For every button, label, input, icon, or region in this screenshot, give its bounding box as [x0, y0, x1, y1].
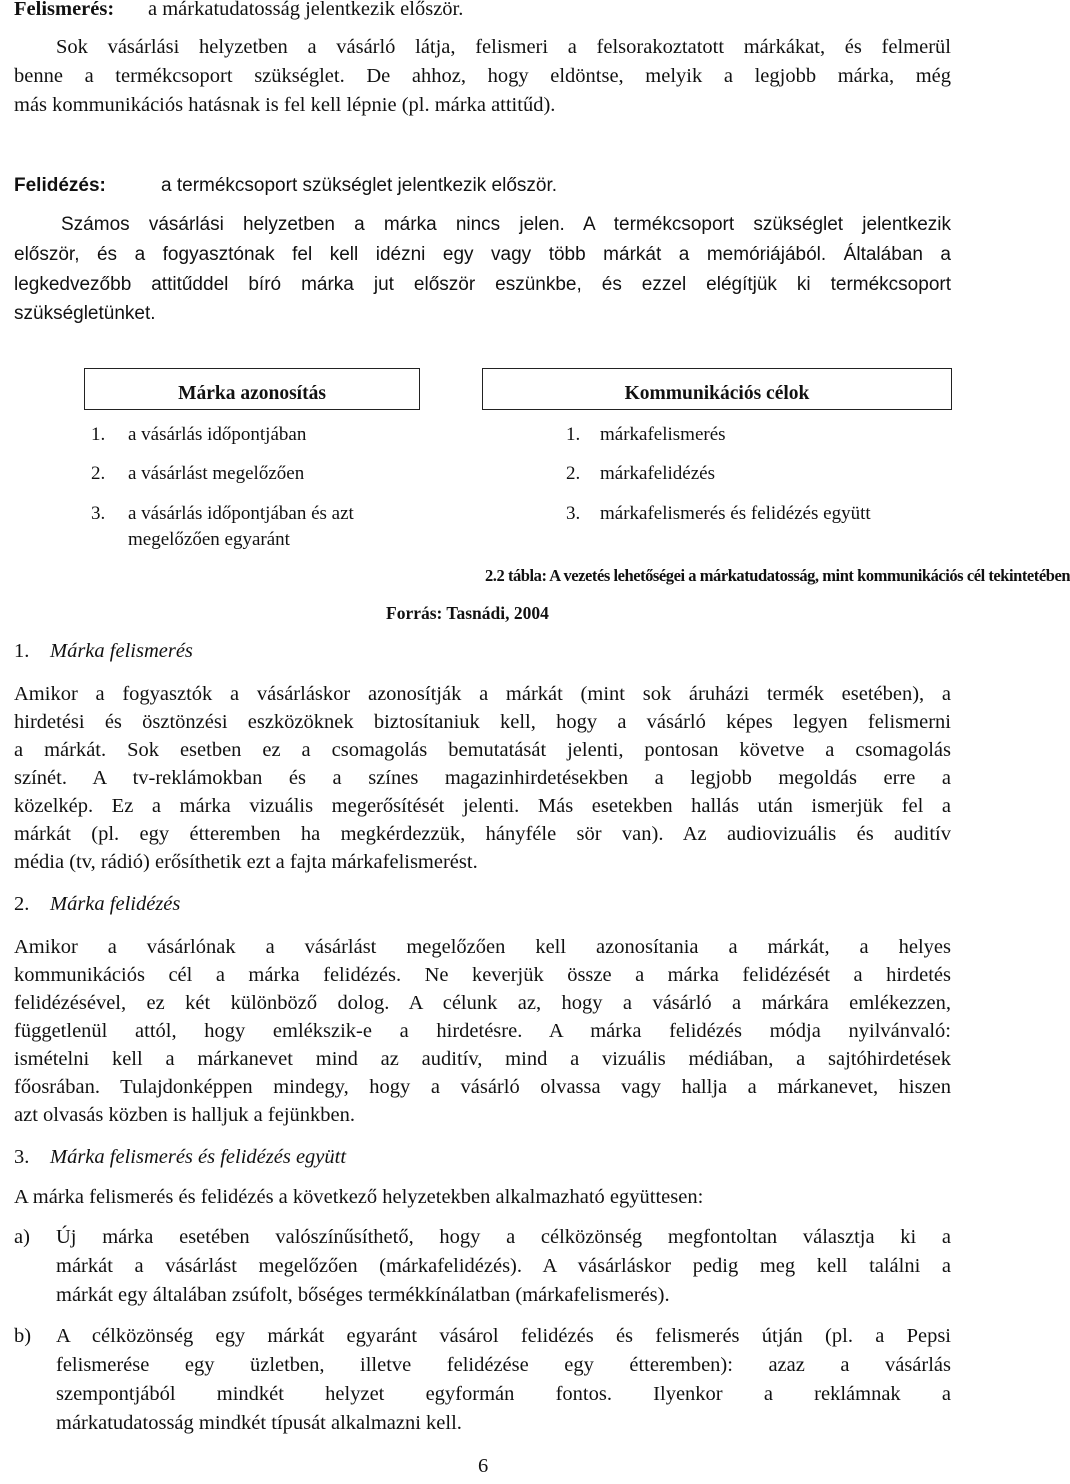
felidezes-definition: a termékcsoport szükséglet jelentkezik először.: [161, 175, 558, 196]
section-2-line-1: Amikor a vásárlónak a vásárlást megelőzően kell azonosítania a márkát, a helyes: [14, 936, 951, 958]
table-right-item-1: márkafelismerés: [600, 424, 726, 445]
page-number: 6: [478, 1455, 489, 1477]
felidezes-line-3: legkedvezőbb attitűddel bíró márka jut először eszünkbe, és ezzel elégítjük ki termékcsoport: [14, 274, 951, 295]
section-2-line-4: függetlenül attól, hogy emlékszik-e a hirdetésre. A márka felidézés módja nyilvánvaló:: [14, 1020, 951, 1042]
list-item-b-line-1: A célközönség egy márkát egyaránt vásárol felidézés és felismerés útján (pl. a Pepsi: [56, 1325, 951, 1347]
list-item-b-line-3: szempontjából mindkét helyzet egyformán fontos. Ilyenkor a reklámnak a: [56, 1383, 951, 1405]
section-1-line-7: média (tv, rádió) erősíthetik ezt a fajta márkafelismerést.: [14, 851, 478, 873]
table-caption: 2.2 tábla: A vezetés lehetőségei a márkatudatosság, mint kommunikációs cél tekintetében: [485, 566, 1070, 585]
felidezes-line-4: szükségletünket.: [14, 303, 156, 324]
table-left-num-1: 1.: [91, 424, 106, 445]
section-1-num: 1.: [14, 640, 30, 662]
section-2-line-6: főosrában. Tulajdonképpen mindegy, hogy a vásárló olvassa vagy hallja a márkanevet, hiszen: [14, 1076, 951, 1098]
section-2-line-3: felidézésével, ez két különböző dolog. A célunk az, hogy a vásárló a márkára emlékezzen,: [14, 992, 951, 1014]
section-3-title: Márka felismerés és felidézés együtt: [50, 1146, 347, 1168]
felidezes-term: Felidézés:: [14, 175, 106, 196]
section-1-line-6: márkát (pl. egy étteremben ha megkérdezzük, hányféle sör van). Az audiovizuális és auditív: [14, 823, 951, 845]
table-header-left: Márka azonosítás: [84, 368, 420, 410]
list-item-a-label: a): [14, 1226, 30, 1248]
table-left-item-1: a vásárlás időpontjában: [128, 424, 307, 445]
felismeres-line-1: Sok vásárlási helyzetben a vásárló látja, felismeri a felsorakoztatott márkákat, és felmerül: [56, 36, 951, 58]
felismeres-line-2: benne a termékcsoport szükséglet. De ahhoz, hogy eldöntse, melyik a legjobb márka, még: [14, 65, 951, 87]
list-item-b-line-4: márkatudatosság mindkét típusát alkalmazni kell.: [56, 1412, 462, 1434]
list-item-b-line-2: felismerése egy üzletben, illetve felidézése egy étteremben): azaz a vásárlás: [56, 1354, 951, 1376]
felismeres-definition: a márkatudatosság jelentkezik először.: [148, 0, 464, 20]
table-left-item-3-cont: megelőzően egyaránt: [128, 529, 290, 550]
felidezes-line-1: Számos vásárlási helyzetben a márka nincs jelen. A termékcsoport szükséglet jelentkezik: [61, 214, 951, 235]
table-left-num-2: 2.: [91, 463, 106, 484]
felismeres-term: Felismerés:: [14, 0, 115, 20]
table-left-num-3: 3.: [91, 503, 106, 524]
list-item-b-label: b): [14, 1325, 32, 1347]
section-3-intro: A márka felismerés és felidézés a következő helyzetekben alkalmazható együttesen:: [14, 1186, 704, 1208]
section-2-num: 2.: [14, 893, 30, 915]
section-2-line-5: ismételni kell a márkanevet mind az auditív, mind a vizuális médiában, a sajtóhirdetések: [14, 1048, 951, 1070]
table-right-num-3: 3.: [566, 503, 581, 524]
table-header-right: Kommunikációs célok: [482, 368, 952, 410]
table-right-num-2: 2.: [566, 463, 581, 484]
list-item-a-line-2: márkát a vásárlást megelőzően (márkafelidézés). A vásárláskor pedig meg kell találni a: [56, 1255, 951, 1277]
section-1-title: Márka felismerés: [50, 640, 193, 662]
section-3-num: 3.: [14, 1146, 30, 1168]
table-right-num-1: 1.: [566, 424, 581, 445]
section-1-line-3: a márkát. Sok esetben ez a csomagolás bemutatását jelenti, pontosan követve a csomagolás: [14, 739, 951, 761]
table-source: Forrás: Tasnádi, 2004: [386, 603, 549, 623]
table-right-item-2: márkafelidézés: [600, 463, 715, 484]
section-1-line-5: közelkép. Ez a márka vizuális megerősítését jelenti. Más esetekben hallás után ismerjük fel a: [14, 795, 951, 817]
section-2-title: Márka felidézés: [50, 893, 181, 915]
section-2-line-7: azt olvasás közben is halljuk a fejünkben.: [14, 1104, 355, 1126]
list-item-a-line-1: Új márka esetében valószínűsíthető, hogy a célközönség megfontoltan választja ki a: [56, 1226, 951, 1248]
table-left-item-3: a vásárlás időpontjában és azt: [128, 503, 354, 524]
table-right-item-3: márkafelismerés és felidézés együtt: [600, 503, 871, 524]
felismeres-line-3: más kommunikációs hatásnak is fel kell lépnie (pl. márka attitűd).: [14, 94, 556, 116]
section-1-line-2: hirdetési és ösztönzési eszközöknek biztosítaniuk kell, hogy a vásárló képes legyen felismerni: [14, 711, 951, 733]
list-item-a-line-3: márkát egy általában zsúfolt, bőséges termékkínálatban (márkafelismerés).: [56, 1284, 670, 1306]
section-2-line-2: kommunikációs cél a márka felidézés. Ne keverjük össze a márka felidézését a hirdetés: [14, 964, 951, 986]
section-1-line-1: Amikor a fogyasztók a vásárláskor azonosítják a márkát (mint sok áruházi termék esetében), a: [14, 683, 951, 705]
table-left-item-2: a vásárlást megelőzően: [128, 463, 305, 484]
section-1-line-4: színét. A tv-reklámokban és a színes magazinhirdetésekben a legjobb megoldás erre a: [14, 767, 951, 789]
felidezes-line-2: először, és a fogyasztónak fel kell idézni egy vagy több márkát a memóriájából. Általában a: [14, 244, 951, 265]
